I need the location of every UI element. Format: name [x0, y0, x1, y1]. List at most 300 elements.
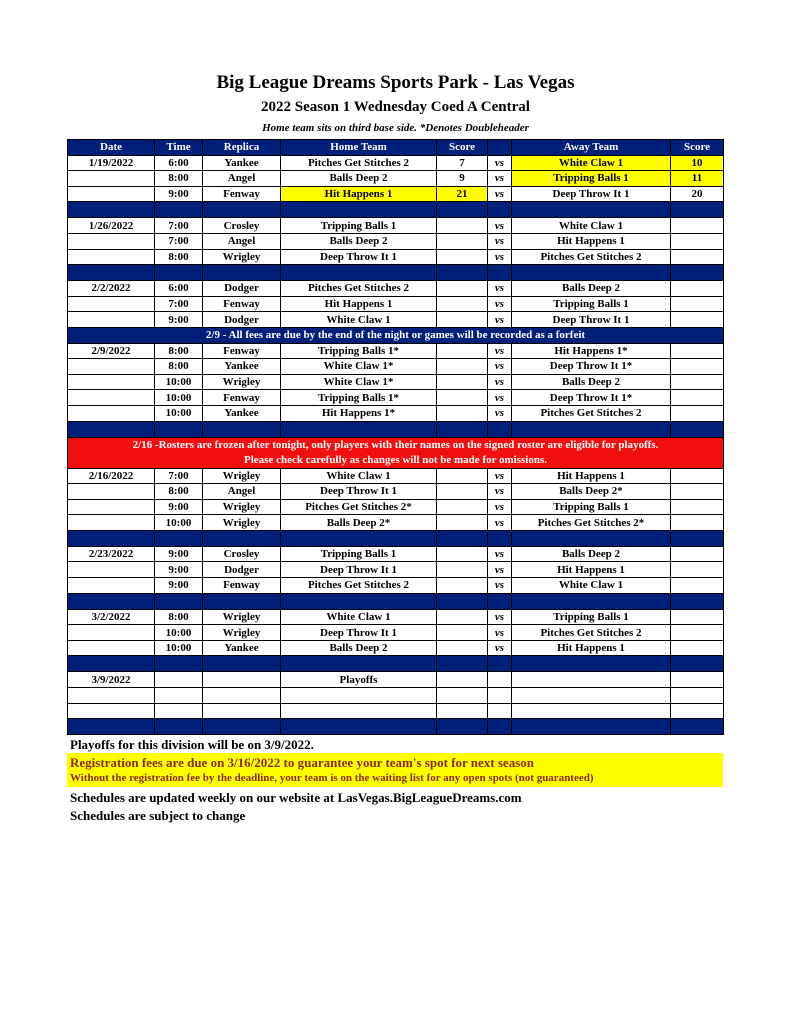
col-header-away-team: Away Team [512, 140, 671, 156]
spacer-cell [671, 530, 724, 546]
away-score-cell [671, 499, 724, 515]
away-team-cell: Deep Throw It 1 [512, 186, 671, 202]
away-score-cell [671, 562, 724, 578]
home-score-cell [437, 640, 488, 656]
spacer-cell [203, 593, 281, 609]
vs-cell: vs [488, 484, 512, 500]
table-row [68, 155, 724, 171]
replica-cell: Fenway [203, 296, 281, 312]
home-team-cell: Pitches Get Stitches 2 [281, 578, 437, 594]
spacer-cell [671, 202, 724, 218]
home-score-cell [437, 546, 488, 562]
time-cell: 10:00 [155, 405, 203, 421]
vs-cell: vs [488, 343, 512, 359]
away-team-cell: Balls Deep 2* [512, 484, 671, 500]
replica-cell [203, 672, 281, 688]
away-score-cell [671, 640, 724, 656]
spacer-cell [281, 593, 437, 609]
home-score-cell: 9 [437, 171, 488, 187]
spacer-row [68, 202, 724, 218]
col-header-time: Time [155, 140, 203, 156]
home-team-cell: Deep Throw It 1 [281, 484, 437, 500]
table-row [68, 186, 724, 202]
date-cell [68, 688, 155, 704]
date-cell [68, 171, 155, 187]
vs-cell: vs [488, 186, 512, 202]
away-team-cell: Tripping Balls 1 [512, 296, 671, 312]
home-score-cell [437, 218, 488, 234]
home-score-cell [437, 343, 488, 359]
col-header-replica: Replica [203, 140, 281, 156]
spacer-cell [437, 265, 488, 281]
home-score-cell [437, 281, 488, 297]
replica-cell: Wrigley [203, 374, 281, 390]
table-row [68, 359, 724, 375]
away-score-cell [671, 405, 724, 421]
date-cell [68, 640, 155, 656]
table-row [68, 312, 724, 328]
spacer-row [68, 421, 724, 437]
replica-cell: Wrigley [203, 609, 281, 625]
page-subtitle: 2022 Season 1 Wednesday Coed A Central [261, 99, 530, 115]
away-score-cell [671, 609, 724, 625]
away-team-cell: Tripping Balls 1 [512, 609, 671, 625]
away-score-cell: 20 [671, 186, 724, 202]
time-cell: 9:00 [155, 186, 203, 202]
home-score-cell [437, 625, 488, 641]
away-team-cell: Tripping Balls 1 [512, 499, 671, 515]
table-row [68, 515, 724, 531]
time-cell: 6:00 [155, 281, 203, 297]
table-row [68, 609, 724, 625]
time-cell: 7:00 [155, 233, 203, 249]
away-score-cell [671, 390, 724, 406]
home-team-cell: Deep Throw It 1 [281, 249, 437, 265]
spacer-cell [488, 202, 512, 218]
vs-cell: vs [488, 312, 512, 328]
home-team-cell: Pitches Get Stitches 2 [281, 281, 437, 297]
home-score-cell [437, 672, 488, 688]
away-team-cell: Balls Deep 2 [512, 374, 671, 390]
away-team-cell: Deep Throw It 1 [512, 312, 671, 328]
time-cell: 8:00 [155, 609, 203, 625]
replica-cell: Fenway [203, 186, 281, 202]
home-score-cell [437, 484, 488, 500]
vs-cell: vs [488, 405, 512, 421]
spacer-cell [488, 530, 512, 546]
away-team-cell: Pitches Get Stitches 2 [512, 405, 671, 421]
away-team-cell: Hit Happens 1 [512, 233, 671, 249]
replica-cell: Angel [203, 171, 281, 187]
vs-cell [488, 703, 512, 719]
time-cell: 8:00 [155, 249, 203, 265]
away-team-cell: Deep Throw It 1* [512, 390, 671, 406]
home-team-cell: Balls Deep 2 [281, 640, 437, 656]
spacer-cell [203, 719, 281, 735]
spacer-cell [512, 530, 671, 546]
time-cell: 8:00 [155, 343, 203, 359]
date-cell: 2/9/2022 [68, 343, 155, 359]
vs-cell: vs [488, 281, 512, 297]
spacer-cell [512, 421, 671, 437]
col-header-date: Date [68, 140, 155, 156]
date-cell [68, 374, 155, 390]
time-cell [155, 703, 203, 719]
date-cell [68, 296, 155, 312]
table-row [68, 218, 724, 234]
date-cell [68, 233, 155, 249]
home-team-cell [281, 703, 437, 719]
roster-alert-line-2: Please check carefully as changes will not be made for omissions. [244, 453, 547, 466]
date-cell [68, 312, 155, 328]
time-cell: 10:00 [155, 625, 203, 641]
home-score-cell [437, 515, 488, 531]
time-cell: 9:00 [155, 578, 203, 594]
replica-cell: Dodger [203, 562, 281, 578]
away-team-cell: Pitches Get Stitches 2* [512, 515, 671, 531]
replica-cell: Yankee [203, 155, 281, 171]
spacer-cell [437, 421, 488, 437]
home-score-cell [437, 499, 488, 515]
spacer-cell [203, 421, 281, 437]
spacer-cell [488, 719, 512, 735]
away-score-cell: 11 [671, 171, 724, 187]
vs-cell: vs [488, 640, 512, 656]
page-title: Big League Dreams Sports Park - Las Vegas [216, 72, 575, 93]
vs-cell: vs [488, 625, 512, 641]
home-score-cell [437, 562, 488, 578]
spacer-cell [437, 719, 488, 735]
spacer-cell [512, 202, 671, 218]
spacer-cell [68, 530, 155, 546]
time-cell: 10:00 [155, 515, 203, 531]
away-score-cell [671, 688, 724, 704]
table-row [68, 281, 724, 297]
date-cell: 1/19/2022 [68, 155, 155, 171]
date-cell [68, 405, 155, 421]
table-row [68, 233, 724, 249]
date-cell: 2/16/2022 [68, 468, 155, 484]
away-team-cell: Balls Deep 2 [512, 546, 671, 562]
table-row [68, 296, 724, 312]
spacer-cell [68, 719, 155, 735]
replica-cell: Yankee [203, 405, 281, 421]
vs-cell: vs [488, 233, 512, 249]
spacer-cell [155, 202, 203, 218]
home-team-cell: Deep Throw It 1 [281, 562, 437, 578]
spacer-cell [281, 265, 437, 281]
spacer-cell [155, 719, 203, 735]
home-score-cell [437, 312, 488, 328]
home-team-cell: Playoffs [281, 672, 437, 688]
away-team-cell: Pitches Get Stitches 2 [512, 625, 671, 641]
date-cell [68, 578, 155, 594]
table-row [68, 703, 724, 719]
table-row [68, 546, 724, 562]
table-header-row [68, 140, 724, 156]
fees-notice: Registration fees are due on 3/16/2022 to guarantee your team's spot for next season [70, 755, 534, 770]
time-cell [155, 672, 203, 688]
replica-cell: Wrigley [203, 515, 281, 531]
replica-cell: Fenway [203, 390, 281, 406]
spacer-cell [155, 593, 203, 609]
home-team-cell: White Claw 1 [281, 468, 437, 484]
date-cell [68, 390, 155, 406]
away-team-cell: Deep Throw It 1* [512, 359, 671, 375]
spacer-cell [203, 202, 281, 218]
replica-cell: Yankee [203, 640, 281, 656]
home-score-cell [437, 390, 488, 406]
home-score-cell [437, 374, 488, 390]
home-team-cell: Deep Throw It 1 [281, 625, 437, 641]
home-score-cell [437, 359, 488, 375]
replica-cell: Wrigley [203, 249, 281, 265]
replica-cell: Fenway [203, 578, 281, 594]
away-score-cell [671, 484, 724, 500]
spacer-row [68, 719, 724, 735]
spacer-cell [437, 656, 488, 672]
spacer-row [68, 656, 724, 672]
vs-cell: vs [488, 171, 512, 187]
away-score-cell [671, 672, 724, 688]
table-row [68, 578, 724, 594]
vs-cell: vs [488, 562, 512, 578]
away-score-cell [671, 515, 724, 531]
notice-row [68, 327, 724, 343]
change-note: Schedules are subject to change [70, 808, 246, 823]
vs-cell: vs [488, 374, 512, 390]
home-team-cell: Balls Deep 2 [281, 233, 437, 249]
home-score-cell [437, 296, 488, 312]
time-cell [155, 688, 203, 704]
spacer-cell [671, 656, 724, 672]
date-cell: 3/2/2022 [68, 609, 155, 625]
away-team-cell: Hit Happens 1 [512, 468, 671, 484]
away-team-cell [512, 672, 671, 688]
table-row [68, 374, 724, 390]
away-team-cell [512, 703, 671, 719]
home-team-cell: Hit Happens 1 [281, 186, 437, 202]
spacer-cell [488, 656, 512, 672]
spacer-cell [155, 421, 203, 437]
table-row [68, 640, 724, 656]
table-row [68, 484, 724, 500]
spacer-row [68, 265, 724, 281]
away-score-cell [671, 374, 724, 390]
home-team-cell: Pitches Get Stitches 2* [281, 499, 437, 515]
home-team-cell: Balls Deep 2 [281, 171, 437, 187]
replica-cell: Crosley [203, 546, 281, 562]
time-cell: 10:00 [155, 374, 203, 390]
vs-cell [488, 688, 512, 704]
header-note: Home team sits on third base side. *Denotes Doubleheader [262, 122, 529, 134]
spacer-cell [203, 265, 281, 281]
fees-detail: Without the registration fee by the deadline, your team is on the waiting list for any open spots (not guaranteed) [70, 772, 594, 784]
spacer-cell [488, 265, 512, 281]
home-team-cell: White Claw 1 [281, 312, 437, 328]
replica-cell: Dodger [203, 312, 281, 328]
spacer-cell [281, 656, 437, 672]
table-row [68, 343, 724, 359]
spacer-cell [68, 421, 155, 437]
time-cell: 10:00 [155, 390, 203, 406]
date-cell: 2/23/2022 [68, 546, 155, 562]
home-team-cell: Tripping Balls 1 [281, 546, 437, 562]
home-team-cell [281, 688, 437, 704]
home-score-cell [437, 249, 488, 265]
away-score-cell [671, 343, 724, 359]
home-team-cell: Hit Happens 1 [281, 296, 437, 312]
vs-cell: vs [488, 390, 512, 406]
away-score-cell [671, 578, 724, 594]
date-cell [68, 359, 155, 375]
vs-cell: vs [488, 249, 512, 265]
vs-cell: vs [488, 609, 512, 625]
spacer-cell [155, 265, 203, 281]
away-score-cell [671, 546, 724, 562]
spacer-cell [155, 530, 203, 546]
table-row [68, 390, 724, 406]
home-team-cell: Hit Happens 1* [281, 405, 437, 421]
spacer-cell [437, 202, 488, 218]
spacer-cell [437, 593, 488, 609]
date-cell [68, 562, 155, 578]
away-score-cell: 10 [671, 155, 724, 171]
away-score-cell [671, 296, 724, 312]
home-score-cell [437, 688, 488, 704]
time-cell: 10:00 [155, 640, 203, 656]
replica-cell: Wrigley [203, 499, 281, 515]
away-score-cell [671, 233, 724, 249]
schedule-body [68, 155, 724, 735]
away-score-cell [671, 625, 724, 641]
spacer-cell [281, 719, 437, 735]
replica-cell: Angel [203, 233, 281, 249]
away-team-cell [512, 688, 671, 704]
home-team-cell: White Claw 1 [281, 609, 437, 625]
spacer-cell [488, 421, 512, 437]
date-cell [68, 625, 155, 641]
away-score-cell [671, 359, 724, 375]
spacer-cell [671, 265, 724, 281]
away-team-cell: Tripping Balls 1 [512, 171, 671, 187]
away-team-cell: Balls Deep 2 [512, 281, 671, 297]
col-header-home-team: Home Team [281, 140, 437, 156]
notice-text: 2/9 - All fees are due by the end of the night or games will be recorded as a forfeit [68, 327, 724, 343]
date-cell [68, 484, 155, 500]
home-team-cell: Tripping Balls 1* [281, 390, 437, 406]
vs-cell [488, 672, 512, 688]
home-score-cell [437, 609, 488, 625]
time-cell: 7:00 [155, 296, 203, 312]
time-cell: 7:00 [155, 468, 203, 484]
home-team-cell: Balls Deep 2* [281, 515, 437, 531]
vs-cell: vs [488, 468, 512, 484]
vs-cell: vs [488, 155, 512, 171]
replica-cell: Yankee [203, 359, 281, 375]
time-cell: 9:00 [155, 562, 203, 578]
time-cell: 9:00 [155, 546, 203, 562]
spacer-cell [68, 202, 155, 218]
spacer-cell [512, 656, 671, 672]
spacer-cell [512, 593, 671, 609]
replica-cell: Angel [203, 484, 281, 500]
table-row [68, 468, 724, 484]
vs-cell: vs [488, 578, 512, 594]
away-score-cell [671, 218, 724, 234]
spacer-row [68, 530, 724, 546]
table-row [68, 625, 724, 641]
away-team-cell: Pitches Get Stitches 2 [512, 249, 671, 265]
spacer-cell [437, 530, 488, 546]
away-score-cell [671, 249, 724, 265]
replica-cell: Dodger [203, 281, 281, 297]
replica-cell: Wrigley [203, 468, 281, 484]
away-team-cell: White Claw 1 [512, 218, 671, 234]
replica-cell: Fenway [203, 343, 281, 359]
home-score-cell [437, 405, 488, 421]
away-team-cell: Hit Happens 1 [512, 640, 671, 656]
spacer-cell [671, 421, 724, 437]
home-score-cell [437, 233, 488, 249]
playoffs-note: Playoffs for this division will be on 3/9/2022. [70, 737, 314, 752]
vs-cell: vs [488, 218, 512, 234]
away-score-cell [671, 312, 724, 328]
time-cell: 8:00 [155, 359, 203, 375]
away-team-cell: White Claw 1 [512, 578, 671, 594]
table-row [68, 405, 724, 421]
date-cell [68, 515, 155, 531]
away-team-cell: Hit Happens 1 [512, 562, 671, 578]
spacer-row [68, 593, 724, 609]
spacer-cell [203, 530, 281, 546]
time-cell: 9:00 [155, 499, 203, 515]
home-team-cell: White Claw 1* [281, 374, 437, 390]
away-team-cell: Hit Happens 1* [512, 343, 671, 359]
roster-alert [68, 437, 724, 468]
spacer-cell [512, 265, 671, 281]
replica-cell [203, 703, 281, 719]
table-row [68, 688, 724, 704]
spacer-cell [488, 593, 512, 609]
table-row [68, 672, 724, 688]
schedule-table [67, 139, 724, 735]
spacer-cell [203, 656, 281, 672]
spacer-cell [512, 719, 671, 735]
home-score-cell [437, 468, 488, 484]
replica-cell [203, 688, 281, 704]
home-team-cell: White Claw 1* [281, 359, 437, 375]
away-team-cell: White Claw 1 [512, 155, 671, 171]
date-cell [68, 249, 155, 265]
time-cell: 8:00 [155, 484, 203, 500]
replica-cell: Wrigley [203, 625, 281, 641]
spacer-cell [671, 593, 724, 609]
away-score-cell [671, 281, 724, 297]
col-header-away-score: Score [671, 140, 724, 156]
time-cell: 9:00 [155, 312, 203, 328]
website-note: Schedules are updated weekly on our website at LasVegas.BigLeagueDreams.com [70, 790, 522, 805]
home-score-cell: 21 [437, 186, 488, 202]
date-cell: 1/26/2022 [68, 218, 155, 234]
spacer-cell [68, 265, 155, 281]
table-row [68, 499, 724, 515]
spacer-cell [68, 593, 155, 609]
away-score-cell [671, 468, 724, 484]
date-cell [68, 499, 155, 515]
col-header-home-score: Score [437, 140, 488, 156]
spacer-cell [281, 530, 437, 546]
